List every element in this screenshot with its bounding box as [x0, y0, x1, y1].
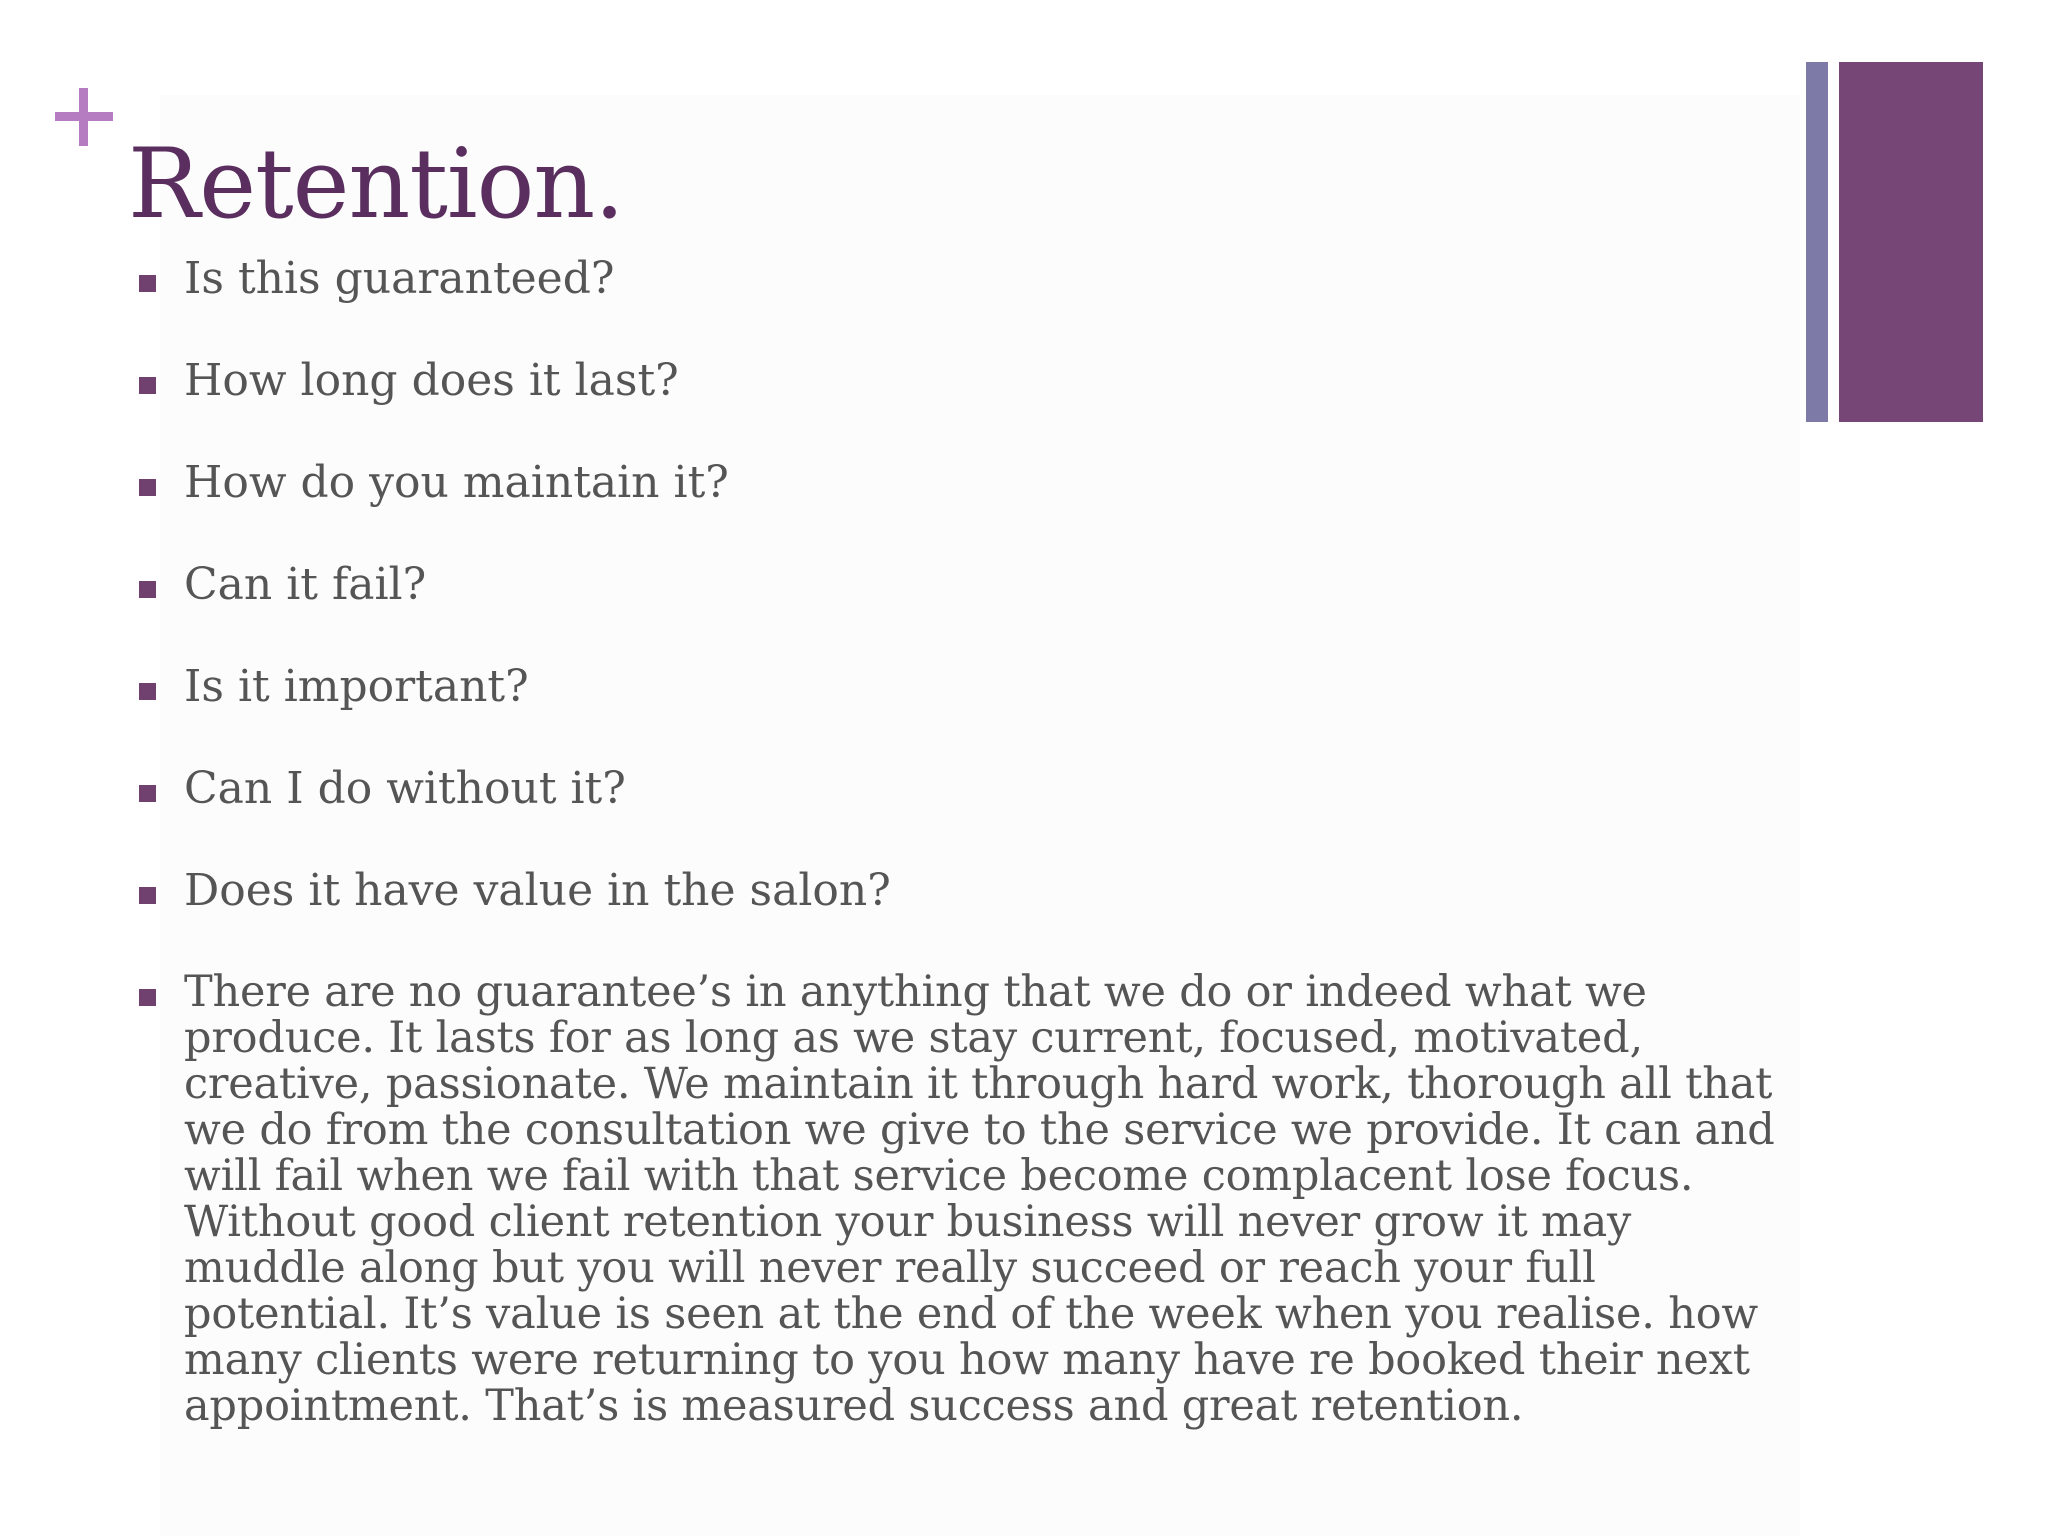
bullet-square-icon [139, 989, 156, 1006]
slide-title: Retention. [128, 128, 624, 240]
bullet-square-icon [139, 683, 156, 700]
bullet-text: There are no guarantee’s in anything that we do or indeed what we produce. It lasts for as long as we stay current, focused, motivated, creative, passionate. We maintain it through hard work, thorough all that we do from the consultation we give to the service we provide. It can and will fail when we fail with that service become complacent lose focus. Without good client retention your business will never grow it may muddle along but you will never really succeed or reach your full potential. It’s value is seen at the end of the week when you realise. how many clients were returning to you how many have re booked their next appointment. That’s is measured success and great retention. [184, 967, 1775, 1431]
bullet-item [133, 765, 1793, 813]
bullet-text: Can I do without it? [184, 763, 626, 814]
bullet-item [133, 357, 1793, 405]
bullet-square-icon [139, 275, 156, 292]
bullet-square-icon [139, 785, 156, 802]
bullet-list [133, 255, 1793, 1483]
bullet-text: Is it important? [184, 661, 529, 712]
bullet-text: Is this guaranteed? [184, 253, 615, 304]
bullet-item [133, 663, 1793, 711]
accent-bar-thin [1806, 62, 1828, 422]
bullet-text: Does it have value in the salon? [184, 865, 891, 916]
bullet-square-icon [139, 581, 156, 598]
bullet-text: Can it fail? [184, 559, 427, 610]
bullet-item [133, 459, 1793, 507]
plus-icon [55, 88, 113, 146]
accent-bar-thick [1839, 62, 1983, 422]
bullet-square-icon [139, 479, 156, 496]
bullet-item [133, 255, 1793, 303]
bullet-item-summary [133, 969, 1793, 1429]
bullet-square-icon [139, 887, 156, 904]
bullet-item [133, 867, 1793, 915]
bullet-text: How do you maintain it? [184, 457, 729, 508]
bullet-text: How long does it last? [184, 355, 679, 406]
bullet-square-icon [139, 377, 156, 394]
bullet-item [133, 561, 1793, 609]
